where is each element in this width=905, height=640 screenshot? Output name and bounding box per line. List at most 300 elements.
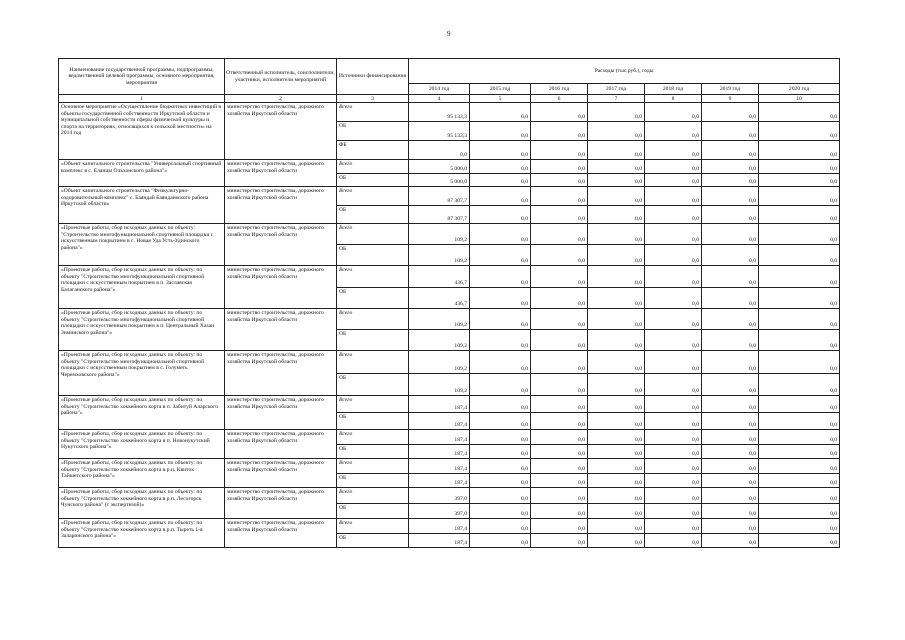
value-cell <box>759 187 840 224</box>
col-number: 1 <box>59 95 225 103</box>
value-cell <box>409 488 470 519</box>
value-cell <box>702 187 759 224</box>
value-cell <box>702 459 759 488</box>
table-row <box>59 103 840 160</box>
value-ob: 0,0 <box>749 540 756 546</box>
value-ob: 0,0 <box>521 480 528 486</box>
table-row <box>59 396 840 430</box>
value-cell <box>409 430 470 459</box>
row-name: «Проектные работы, сбор исходных данных по объекту: по объекту "Строительство хоккейного корта в р.п. Квиток Тайшетского района"» <box>59 459 225 488</box>
value-total: 0,0 <box>759 430 839 445</box>
value-ob: 0,0 <box>749 179 756 185</box>
value-total: 0,0 <box>531 459 587 474</box>
value-cell <box>759 103 840 160</box>
value-cell <box>470 309 531 351</box>
value-total: 95 133,3 <box>409 103 469 122</box>
table-row <box>59 430 840 459</box>
value-cell <box>409 396 470 430</box>
value-ob: 0,0 <box>692 451 699 457</box>
value-ob: 0,0 <box>578 216 585 222</box>
year-2017: 2017 год <box>588 84 645 95</box>
source-ob-label: ОБ <box>337 244 408 265</box>
value-ob: 0,0 <box>749 258 756 264</box>
value-cell <box>531 351 588 396</box>
source-ob-label: ОБ <box>337 503 408 519</box>
value-cell <box>531 103 588 160</box>
row-executor: министерство строительства, дорожного хозяйства Иркутской области <box>225 351 337 396</box>
value-total: 0,0 <box>759 396 839 413</box>
value-cell <box>409 266 470 309</box>
source-total-label: Всего <box>339 397 353 403</box>
row-sources <box>337 103 409 160</box>
value-ob: 0,0 <box>830 301 838 307</box>
row-sources <box>337 430 409 459</box>
value-ob: 0,0 <box>692 216 699 222</box>
table-row <box>59 160 840 187</box>
value-cell <box>470 459 531 488</box>
year-2015: 2015 год <box>470 84 531 95</box>
value-total: 0,0 <box>759 488 839 504</box>
value-ob: 187,4 <box>454 451 467 457</box>
value-ob: 0,0 <box>692 480 699 486</box>
value-cell <box>588 519 645 548</box>
source-total-label: Всего <box>339 431 353 437</box>
value-total: 0,0 <box>531 488 587 504</box>
value-cell <box>702 488 759 519</box>
value-ob: 0,0 <box>635 540 642 546</box>
value-fb: 0,0 <box>578 152 585 158</box>
value-ob: 0,0 <box>470 122 530 141</box>
financing-table <box>58 58 840 548</box>
value-fb: 0,0 <box>460 152 467 158</box>
value-cell <box>759 309 840 351</box>
col-number: 10 <box>759 95 840 103</box>
table-row <box>59 459 840 488</box>
value-ob: 0,0 <box>578 179 585 185</box>
value-cell <box>470 103 531 160</box>
value-ob: 109,2 <box>454 388 467 394</box>
value-cell <box>588 160 645 187</box>
value-total: 0,0 <box>470 351 530 374</box>
value-total: 0,0 <box>645 266 701 288</box>
value-cell <box>470 519 531 548</box>
col-number: 4 <box>409 95 470 103</box>
table-row <box>59 351 840 396</box>
value-ob: 0,0 <box>749 343 756 349</box>
value-ob: 0,0 <box>692 388 699 394</box>
value-total: 0,0 <box>470 187 530 206</box>
row-name: «Проектные работы, сбор исходных данных по объекту: по объекту "Строительство многофункциональной спортивной площадки с искусственным покрытием в п. Центральный Хазан Зиминского района"» <box>59 309 225 351</box>
value-cell <box>470 160 531 187</box>
value-total: 0,0 <box>470 519 530 534</box>
row-sources <box>337 519 409 548</box>
row-name: «Проектные работы, сбор исходных данных по объекту: по объекту "Строительство хоккейного корта в п. Новонукутский Нукутского района"» <box>59 430 225 459</box>
value-total: 0,0 <box>645 351 701 374</box>
value-fb: 0,0 <box>692 152 699 158</box>
source-ob-label: ОБ <box>337 329 408 350</box>
source-ob-label: ОБ <box>337 533 408 548</box>
value-ob: 0,0 <box>635 258 642 264</box>
row-executor: министерство строительства, дорожного хозяйства Иркутской области <box>225 309 337 351</box>
source-total-label: Всего <box>339 104 353 110</box>
row-sources <box>337 266 409 309</box>
row-name: «Проектные работы, сбор исходных данных по объекту: по объекту "Строительство хоккейного корта в р.п. Тыреть 1-я Заларинского района"» <box>59 519 225 548</box>
row-sources <box>337 309 409 351</box>
header-name: Наименование государственной программы, подпрограммы, ведомственной целевой программы, основного мероприятия, мероприятия <box>59 59 225 95</box>
value-ob: 0,0 <box>692 343 699 349</box>
value-ob: 0,0 <box>578 343 585 349</box>
value-ob: 0,0 <box>521 179 528 185</box>
value-total: 0,0 <box>531 187 587 206</box>
value-ob: 95 133,3 <box>409 122 469 141</box>
source-ob-label: ОБ <box>337 473 408 488</box>
value-total: 0,0 <box>531 430 587 445</box>
value-ob: 0,0 <box>759 122 839 141</box>
source-ob-label: ОБ <box>337 412 408 429</box>
value-cell <box>588 266 645 309</box>
value-ob: 0,0 <box>830 179 838 185</box>
value-total: 0,0 <box>759 187 839 206</box>
value-cell <box>409 351 470 396</box>
page-number: 9 <box>447 30 451 38</box>
value-total: 0,0 <box>759 160 839 174</box>
value-total: 0,0 <box>759 266 839 288</box>
value-ob: 0,0 <box>521 258 528 264</box>
row-name: «Объект капитального строительства "Физкультурно-оздоровительный комплекс" с. Баяндай Баяндаевского района Иркутской области» <box>59 187 225 224</box>
value-ob: 0,0 <box>830 540 838 546</box>
value-total: 0,0 <box>645 430 701 445</box>
value-cell <box>702 224 759 266</box>
value-cell <box>645 488 702 519</box>
value-cell <box>531 459 588 488</box>
value-total: 0,0 <box>588 160 644 174</box>
value-cell <box>588 309 645 351</box>
value-ob: 109,2 <box>454 258 467 264</box>
value-ob: 0,0 <box>635 301 642 307</box>
value-cell <box>409 309 470 351</box>
value-cell <box>759 266 840 309</box>
col-number: 8 <box>645 95 702 103</box>
value-cell <box>759 430 840 459</box>
value-total: 187,4 <box>409 430 469 445</box>
value-ob: 0,0 <box>692 422 699 428</box>
table-row <box>59 187 840 224</box>
value-cell <box>531 430 588 459</box>
value-total: 187,4 <box>409 459 469 474</box>
row-name: «Проектные работы, сбор исходных данных по объекту: по объекту "Строительство многофункциональной спортивной площадки с искусственным покрытием в п. Заславская Балаганского района"» <box>59 266 225 309</box>
value-ob: 187,4 <box>454 422 467 428</box>
value-total: 0,0 <box>531 224 587 245</box>
value-total: 0,0 <box>588 459 644 474</box>
value-ob: 0,0 <box>521 301 528 307</box>
value-cell <box>588 430 645 459</box>
value-total: 0,0 <box>470 103 530 122</box>
value-ob: 87 307,7 <box>447 216 467 222</box>
value-ob: 0,0 <box>578 422 585 428</box>
value-total: 0,0 <box>645 459 701 474</box>
value-total: 0,0 <box>470 488 530 504</box>
source-total-label: Всего <box>339 460 353 466</box>
value-total: 0,0 <box>702 160 758 174</box>
value-ob: 0,0 <box>830 343 838 349</box>
value-total: 0,0 <box>470 266 530 288</box>
value-cell <box>470 396 531 430</box>
value-cell <box>588 488 645 519</box>
source-total-label: Всего <box>339 225 353 231</box>
row-executor: министерство строительства, дорожного хозяйства Иркутской области <box>225 519 337 548</box>
value-cell <box>759 519 840 548</box>
value-ob: 0,0 <box>749 480 756 486</box>
source-ob-label: ОБ <box>337 444 408 459</box>
value-ob: 0,0 <box>588 122 644 141</box>
row-executor: министерство строительства, дорожного хозяйства Иркутской области <box>225 224 337 266</box>
year-2014: 2014 год <box>409 84 470 95</box>
value-cell <box>759 351 840 396</box>
value-total: 0,0 <box>645 224 701 245</box>
col-number: 2 <box>225 95 337 103</box>
row-executor: министерство строительства, дорожного хозяйства Иркутской области <box>225 488 337 519</box>
source-total-label: Всего <box>339 161 353 167</box>
source-ob-label: ОБ <box>337 121 408 140</box>
value-cell <box>409 187 470 224</box>
source-ob-label: ОБ <box>337 173 408 187</box>
table-row <box>59 309 840 351</box>
value-cell <box>645 519 702 548</box>
value-cell <box>588 351 645 396</box>
row-sources <box>337 396 409 430</box>
value-ob: 0,0 <box>578 301 585 307</box>
value-cell <box>645 396 702 430</box>
value-ob: 0,0 <box>830 451 838 457</box>
value-cell <box>531 187 588 224</box>
value-cell <box>409 519 470 548</box>
value-ob: 0,0 <box>830 216 838 222</box>
value-total: 87 307,7 <box>409 187 469 206</box>
value-cell <box>531 160 588 187</box>
value-total: 0,0 <box>470 160 530 174</box>
value-total: 0,0 <box>531 351 587 374</box>
value-cell <box>702 351 759 396</box>
value-ob: 0,0 <box>830 511 838 517</box>
value-total: 0,0 <box>645 103 701 122</box>
value-ob: 0,0 <box>749 388 756 394</box>
value-ob: 0,0 <box>521 343 528 349</box>
value-total: 187,4 <box>409 519 469 534</box>
value-cell <box>470 351 531 396</box>
value-total: 0,0 <box>588 309 644 330</box>
value-total: 397,0 <box>409 488 469 504</box>
value-total: 0,0 <box>702 430 758 445</box>
value-ob: 0,0 <box>521 422 528 428</box>
value-cell <box>470 224 531 266</box>
value-ob: 0,0 <box>635 451 642 457</box>
year-2018: 2018 год <box>645 84 702 95</box>
value-ob: 436,7 <box>454 301 467 307</box>
table-row <box>59 266 840 309</box>
value-cell <box>759 160 840 187</box>
row-sources <box>337 488 409 519</box>
value-ob: 0,0 <box>635 511 642 517</box>
source-fb-label: ФБ <box>337 140 408 159</box>
value-total: 0,0 <box>759 309 839 330</box>
value-total: 0,0 <box>588 396 644 413</box>
value-ob: 0,0 <box>692 179 699 185</box>
value-total: 0,0 <box>702 519 758 534</box>
value-total: 0,0 <box>588 519 644 534</box>
value-ob: 0,0 <box>521 451 528 457</box>
value-ob: 0,0 <box>645 122 701 141</box>
value-ob: 0,0 <box>578 511 585 517</box>
value-total: 0,0 <box>588 187 644 206</box>
value-ob: 0,0 <box>578 388 585 394</box>
value-total: 0,0 <box>645 488 701 504</box>
value-cell <box>645 459 702 488</box>
value-ob: 0,0 <box>635 422 642 428</box>
row-executor: министерство строительства, дорожного хозяйства Иркутской области <box>225 103 337 160</box>
value-ob: 0,0 <box>749 216 756 222</box>
value-ob: 0,0 <box>749 511 756 517</box>
value-ob: 0,0 <box>692 540 699 546</box>
row-executor: министерство строительства, дорожного хозяйства Иркутской области <box>225 396 337 430</box>
value-total: 0,0 <box>588 103 644 122</box>
value-cell <box>531 309 588 351</box>
value-cell <box>531 519 588 548</box>
value-total: 187,4 <box>409 396 469 413</box>
value-ob: 0,0 <box>749 301 756 307</box>
header-source: Источники финансирования <box>337 59 409 95</box>
value-total: 109,2 <box>409 309 469 330</box>
value-ob: 0,0 <box>635 343 642 349</box>
row-name: Основное мероприятие «Осуществление бюджетных инвестиций в объекты государственной собственности Иркутской области и муниципальной собственности сферы физической культуры и спорта на территориях, относящихся к сельской местности» на 2014 год <box>59 103 225 160</box>
value-ob: 0,0 <box>521 540 528 546</box>
source-total-label: Всего <box>339 188 353 194</box>
source-total-label: Всего <box>339 520 353 526</box>
table-row <box>59 224 840 266</box>
row-name: «Проектные работы, сбор исходных данных по объекту: "Строительство многофункциональной спортивной площадки с искусственным покрытием в с. Новая Уда Усть-Удинского района"» <box>59 224 225 266</box>
value-cell <box>588 187 645 224</box>
col-number: 6 <box>531 95 588 103</box>
value-ob: 0,0 <box>635 388 642 394</box>
row-sources <box>337 459 409 488</box>
value-total: 0,0 <box>531 396 587 413</box>
value-ob: 0,0 <box>578 258 585 264</box>
value-total: 0,0 <box>588 224 644 245</box>
value-cell <box>588 459 645 488</box>
row-sources <box>337 224 409 266</box>
value-ob: 0,0 <box>830 388 838 394</box>
row-executor: министерство строительства, дорожного хозяйства Иркутской области <box>225 430 337 459</box>
value-ob: 0,0 <box>521 216 528 222</box>
value-total: 0,0 <box>470 430 530 445</box>
value-ob: 0,0 <box>749 422 756 428</box>
value-cell <box>759 488 840 519</box>
value-ob: 0,0 <box>830 422 838 428</box>
value-cell <box>645 309 702 351</box>
value-ob: 109,2 <box>454 343 467 349</box>
value-ob: 0,0 <box>635 480 642 486</box>
value-total: 0,0 <box>470 224 530 245</box>
row-executor: министерство строительства, дорожного хозяйства Иркутской области <box>225 187 337 224</box>
header-executor: Ответственный исполнитель, соисполнители, участники, исполнители мероприятий <box>225 59 337 95</box>
value-total: 0,0 <box>470 459 530 474</box>
value-ob: 0,0 <box>692 301 699 307</box>
source-total-label: Всего <box>339 267 353 273</box>
value-total: 5 000,0 <box>409 160 469 174</box>
value-ob: 0,0 <box>749 451 756 457</box>
table-row <box>59 519 840 548</box>
value-cell <box>702 396 759 430</box>
value-cell <box>702 519 759 548</box>
value-total: 0,0 <box>702 103 758 122</box>
value-cell <box>409 160 470 187</box>
value-total: 0,0 <box>645 519 701 534</box>
value-cell <box>702 266 759 309</box>
value-total: 0,0 <box>588 488 644 504</box>
value-ob: 0,0 <box>521 511 528 517</box>
value-cell <box>645 430 702 459</box>
value-cell <box>470 187 531 224</box>
value-total: 0,0 <box>531 160 587 174</box>
row-executor: министерство строительства, дорожного хозяйства Иркутской области <box>225 160 337 187</box>
value-fb: 0,0 <box>749 152 756 158</box>
value-cell <box>531 224 588 266</box>
value-total: 436,7 <box>409 266 469 288</box>
value-total: 0,0 <box>759 519 839 534</box>
source-ob-label: ОБ <box>337 373 408 396</box>
value-total: 0,0 <box>470 396 530 413</box>
value-ob: 187,4 <box>454 480 467 486</box>
value-total: 0,0 <box>702 309 758 330</box>
row-executor: министерство строительства, дорожного хозяйства Иркутской области <box>225 266 337 309</box>
value-cell <box>645 351 702 396</box>
value-fb: 0,0 <box>830 152 838 158</box>
row-sources <box>337 351 409 396</box>
value-cell <box>470 266 531 309</box>
value-ob: 0,0 <box>830 480 838 486</box>
value-total: 0,0 <box>645 160 701 174</box>
value-ob: 0,0 <box>531 122 587 141</box>
value-total: 0,0 <box>531 519 587 534</box>
col-number: 7 <box>588 95 645 103</box>
source-total-label: Всего <box>339 310 353 316</box>
value-total: 109,2 <box>409 351 469 374</box>
value-total: 0,0 <box>645 396 701 413</box>
value-cell <box>702 430 759 459</box>
value-ob: 0,0 <box>578 451 585 457</box>
value-cell <box>409 103 470 160</box>
value-total: 0,0 <box>531 103 587 122</box>
value-cell <box>588 103 645 160</box>
value-ob: 0,0 <box>692 511 699 517</box>
value-total: 0,0 <box>588 430 644 445</box>
row-name: «Проектные работы, сбор исходных данных по объекту: по объекту "Строительство многофункциональной спортивной площадки с искусственным покрытием в с. Голуметь Черемховского района"» <box>59 351 225 396</box>
row-name: «Объект капитального строительства "Универсальный спортивный комплекс в с. Еланцы Ольхонского района"» <box>59 160 225 187</box>
value-cell <box>645 160 702 187</box>
source-ob-label: ОБ <box>337 205 408 224</box>
value-ob: 0,0 <box>578 540 585 546</box>
row-executor: министерство строительства, дорожного хозяйства Иркутской области <box>225 459 337 488</box>
value-total: 0,0 <box>645 187 701 206</box>
value-total: 0,0 <box>702 488 758 504</box>
value-cell <box>531 266 588 309</box>
value-ob: 0,0 <box>521 388 528 394</box>
value-total: 0,0 <box>702 187 758 206</box>
value-ob: 0,0 <box>635 179 642 185</box>
year-2019: 2019 год <box>702 84 759 95</box>
value-total: 109,2 <box>409 224 469 245</box>
value-cell <box>409 224 470 266</box>
value-fb: 0,0 <box>635 152 642 158</box>
